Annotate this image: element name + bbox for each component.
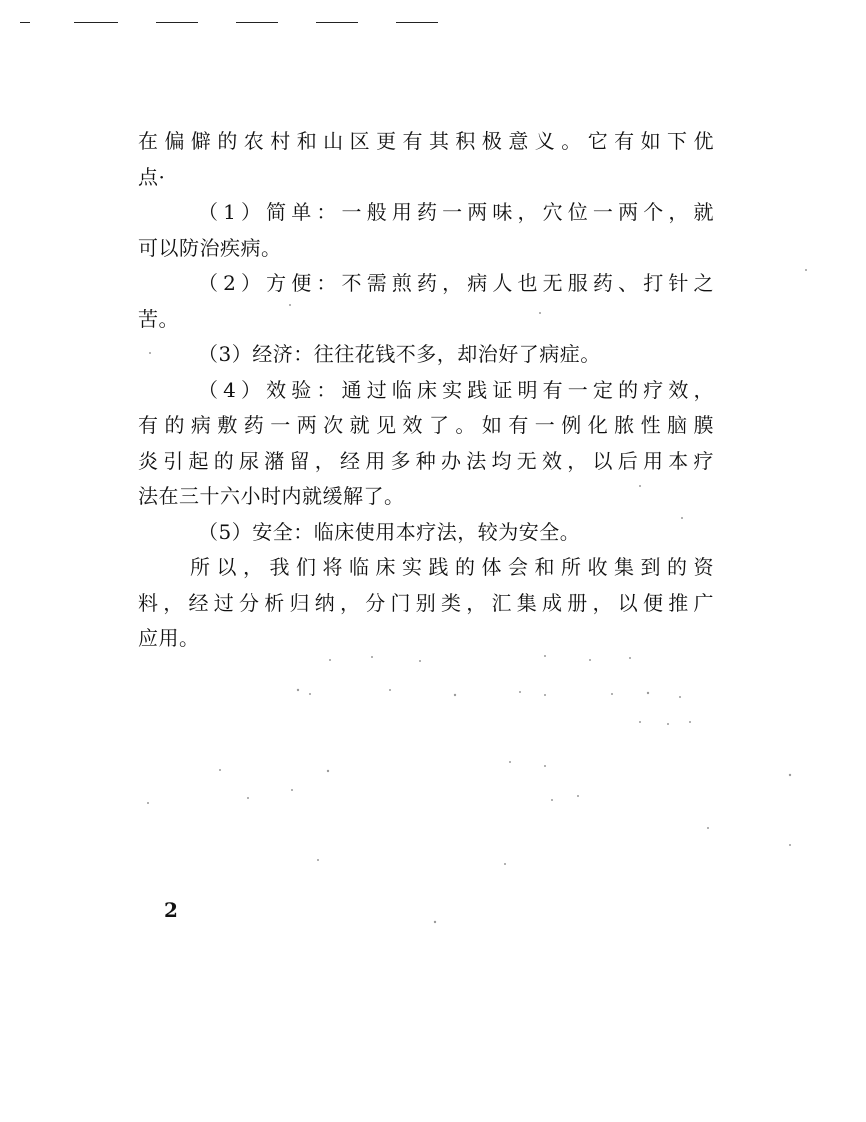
text-line: （1）简单：一般用药一两味，穴位一两个，就 [198, 200, 714, 224]
text-line: 苦。 [138, 306, 179, 331]
text-line: （4）效验：通过临床实践证明有一定的疗效， [198, 377, 714, 402]
header-rule [74, 22, 118, 23]
text-line: 点· [138, 164, 166, 189]
text-line: 有的病敷药一两次就见效了。如有一例化脓性脑膜 [138, 413, 714, 437]
header-rule [396, 22, 438, 23]
header-rule [316, 22, 358, 23]
text-line: 可以防治疾病。 [138, 235, 282, 260]
header-rules [0, 18, 866, 28]
page-number: 2 [164, 898, 178, 922]
text-line: 料，经过分析归纳，分门别类，汇集成册，以便推广 [138, 590, 714, 615]
text-line: （5）安全：临床使用本疗法，较为安全。 [198, 519, 581, 544]
header-rule [236, 22, 278, 23]
text-line: 炎引起的尿潴留，经用多种办法均无效，以后用本疗 [138, 448, 714, 473]
body-text [138, 124, 714, 657]
text-line: （3）经济：往往花钱不多，却治好了病症。 [198, 342, 601, 366]
text-line: 应用。 [138, 626, 200, 650]
text-line: 法在三十六小时内就缓解了。 [138, 484, 405, 508]
text-line: 在偏僻的农村和山区更有其积极意义。它有如下优 [138, 129, 714, 153]
header-rule [20, 22, 30, 23]
text-line: 所以，我们将临床实践的体会和所收集到的资 [190, 555, 714, 579]
header-rule [156, 22, 198, 23]
text-line: （2）方便：不需煎药，病人也无服药、打针之 [198, 271, 714, 295]
